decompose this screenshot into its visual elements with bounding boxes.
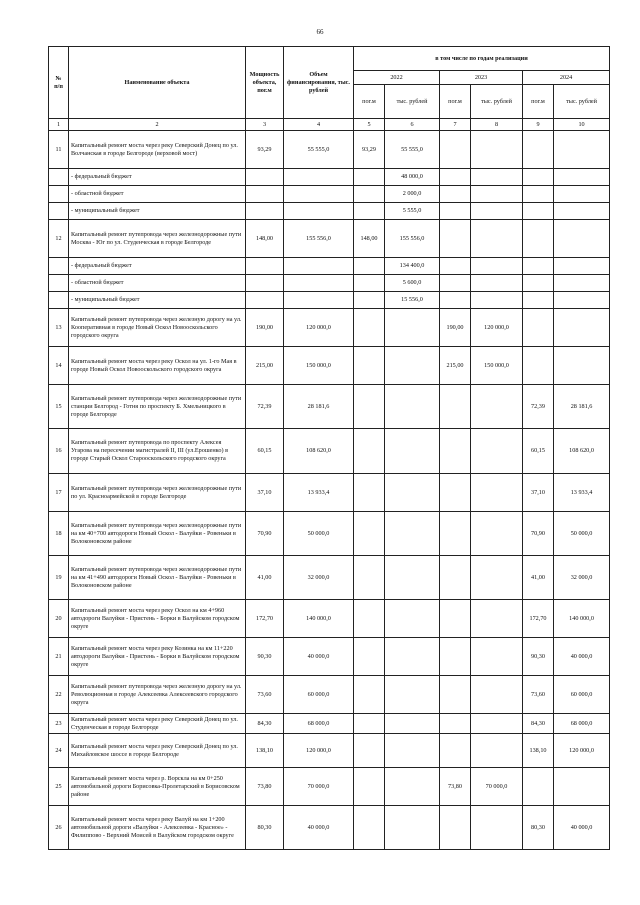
object-name: - муниципальный бюджет: [69, 203, 246, 220]
row-number: 21: [49, 638, 69, 676]
table-row: [49, 734, 610, 768]
length-2022: [354, 309, 385, 347]
funding-total: 28 181,6: [284, 385, 354, 429]
length-2024: [523, 203, 554, 220]
length-2023: [440, 220, 471, 258]
object-power: 70,90: [246, 512, 284, 556]
table-row: [49, 309, 610, 347]
length-2023: [440, 275, 471, 292]
length-2024: 80,30: [523, 806, 554, 850]
funding-2023: [471, 292, 523, 309]
table-row: [49, 131, 610, 169]
funding-2023: [471, 275, 523, 292]
funding-2022: [385, 309, 440, 347]
funding-2023: [471, 258, 523, 275]
row-number: 15: [49, 385, 69, 429]
funding-2024: [554, 186, 610, 203]
object-name: Капитальный ремонт путепровода через железнодорожные пути на км 40+700 автодороги Новый Оскол - Валуйки - Ровеньки в Волоконовском районе: [69, 512, 246, 556]
table-row: [49, 806, 610, 850]
funding-2022: [385, 638, 440, 676]
funding-2022: 5 555,0: [385, 203, 440, 220]
table-row: [49, 638, 610, 676]
length-2024: 172,70: [523, 600, 554, 638]
funding-2024: 60 000,0: [554, 676, 610, 714]
investment-table: [48, 46, 610, 850]
object-name: - федеральный бюджет: [69, 169, 246, 186]
object-power: 73,60: [246, 676, 284, 714]
row-number: 20: [49, 600, 69, 638]
object-name: - муниципальный бюджет: [69, 292, 246, 309]
colnum: 1: [49, 119, 69, 131]
length-2022: [354, 169, 385, 186]
length-2022: [354, 676, 385, 714]
row-number: 14: [49, 347, 69, 385]
colnum: 6: [385, 119, 440, 131]
object-power: 90,30: [246, 638, 284, 676]
funding-2022: [385, 556, 440, 600]
funding-2023: 150 000,0: [471, 347, 523, 385]
object-power: [246, 258, 284, 275]
funding-2022: [385, 429, 440, 474]
object-power: [246, 186, 284, 203]
object-power: 138,10: [246, 734, 284, 768]
funding-total: [284, 186, 354, 203]
funding-2023: [471, 734, 523, 768]
object-name: Капитальный ремонт путепровода через железную дорогу на ул. Кооперативная в городе Новый Оскол Новооскольского городского округа: [69, 309, 246, 347]
row-number: 17: [49, 474, 69, 512]
object-name: Капитальный ремонт путепровода по проспекту Алексея Угарова на пересечении магистралей II, III (ул.Ерошенко) в городе Старый Оскол Старооскольского городского округа: [69, 429, 246, 474]
table-row: [49, 347, 610, 385]
funding-2024: 120 000,0: [554, 734, 610, 768]
funding-2022: 155 556,0: [385, 220, 440, 258]
length-2022: [354, 203, 385, 220]
row-number: [49, 186, 69, 203]
funding-2022: [385, 714, 440, 734]
table-body: [49, 131, 610, 850]
table-row: [49, 203, 610, 220]
funding-2022: [385, 474, 440, 512]
funding-2023: [471, 638, 523, 676]
length-2023: [440, 131, 471, 169]
length-2024: [523, 347, 554, 385]
length-2024: 138,10: [523, 734, 554, 768]
header-unit-rub-2024: тыс. рублей: [554, 85, 610, 119]
table-row: [49, 220, 610, 258]
row-number: 22: [49, 676, 69, 714]
table-row: [49, 556, 610, 600]
length-2024: [523, 768, 554, 806]
object-power: 93,29: [246, 131, 284, 169]
funding-total: 60 000,0: [284, 676, 354, 714]
header-power: Мощность объекта, пог.м: [246, 47, 284, 119]
funding-2024: [554, 768, 610, 806]
length-2023: 190,00: [440, 309, 471, 347]
funding-total: [284, 275, 354, 292]
funding-2024: 50 000,0: [554, 512, 610, 556]
header-unit-m-2023: пог.м: [440, 85, 471, 119]
object-name: - областной бюджет: [69, 186, 246, 203]
object-name: Капитальный ремонт моста через реку Оскол на ул. 1-го Мая в городе Новый Оскол Новооскольского городского округа: [69, 347, 246, 385]
header-by-years: в том числе по годам реализации: [354, 47, 610, 71]
length-2024: [523, 186, 554, 203]
object-power: 73,80: [246, 768, 284, 806]
length-2024: 37,10: [523, 474, 554, 512]
funding-2023: [471, 512, 523, 556]
funding-total: 55 555,0: [284, 131, 354, 169]
funding-total: [284, 169, 354, 186]
length-2023: [440, 169, 471, 186]
length-2024: [523, 131, 554, 169]
object-power: 190,00: [246, 309, 284, 347]
header-year-2024: 2024: [523, 71, 610, 85]
funding-total: 40 000,0: [284, 806, 354, 850]
row-number: 11: [49, 131, 69, 169]
length-2024: [523, 258, 554, 275]
object-name: Капитальный ремонт моста через р. Ворскла на км 0+250 автомобильной дороги Борисовка-Пролетарский в Борисовском районе: [69, 768, 246, 806]
table-row: [49, 600, 610, 638]
length-2022: [354, 429, 385, 474]
object-name: Капитальный ремонт моста через реку Северский Донец по ул. Студенческая в городе Белгороде: [69, 714, 246, 734]
length-2023: [440, 714, 471, 734]
funding-total: 70 000,0: [284, 768, 354, 806]
length-2024: [523, 169, 554, 186]
length-2023: [440, 734, 471, 768]
row-number: [49, 169, 69, 186]
header-year-2023: 2023: [440, 71, 523, 85]
colnum: 5: [354, 119, 385, 131]
funding-total: 68 000,0: [284, 714, 354, 734]
length-2022: [354, 806, 385, 850]
table-row: [49, 186, 610, 203]
table-row: [49, 275, 610, 292]
length-2022: 93,29: [354, 131, 385, 169]
length-2022: [354, 768, 385, 806]
row-number: 25: [49, 768, 69, 806]
header-funding: Объем финансирования, тыс. рублей: [284, 47, 354, 119]
length-2022: [354, 385, 385, 429]
funding-2022: [385, 676, 440, 714]
length-2023: [440, 429, 471, 474]
row-number: 23: [49, 714, 69, 734]
object-name: - федеральный бюджет: [69, 258, 246, 275]
funding-2024: [554, 258, 610, 275]
row-number: [49, 203, 69, 220]
page-number: 66: [316, 28, 324, 36]
length-2023: [440, 385, 471, 429]
table-header: [49, 47, 610, 131]
length-2023: [440, 600, 471, 638]
funding-2022: [385, 768, 440, 806]
length-2024: 90,30: [523, 638, 554, 676]
funding-2023: [471, 600, 523, 638]
funding-2022: 55 555,0: [385, 131, 440, 169]
funding-2024: 40 000,0: [554, 638, 610, 676]
object-power: 148,00: [246, 220, 284, 258]
length-2022: 148,00: [354, 220, 385, 258]
length-2023: [440, 474, 471, 512]
funding-2023: [471, 806, 523, 850]
length-2023: [440, 186, 471, 203]
funding-total: 32 000,0: [284, 556, 354, 600]
funding-2024: 68 000,0: [554, 714, 610, 734]
table-row: [49, 474, 610, 512]
length-2024: 70,90: [523, 512, 554, 556]
length-2022: [354, 734, 385, 768]
row-number: 13: [49, 309, 69, 347]
object-power: 41,00: [246, 556, 284, 600]
object-power: 80,30: [246, 806, 284, 850]
funding-2023: [471, 186, 523, 203]
table-row: [49, 169, 610, 186]
funding-2023: [471, 676, 523, 714]
object-name: Капитальный ремонт путепровода через железную дорогу на ул. Революционная в городе Алексеевка Алексеевского городского округа: [69, 676, 246, 714]
funding-2022: [385, 512, 440, 556]
funding-2023: 120 000,0: [471, 309, 523, 347]
table-row: [49, 512, 610, 556]
funding-2024: 140 000,0: [554, 600, 610, 638]
object-name: Капитальный ремонт путепровода через железнодорожные пути по ул. Красноармейской в городе Белгороде: [69, 474, 246, 512]
length-2022: [354, 275, 385, 292]
funding-total: 40 000,0: [284, 638, 354, 676]
row-number: [49, 258, 69, 275]
funding-2024: 40 000,0: [554, 806, 610, 850]
funding-2023: [471, 131, 523, 169]
length-2024: 73,60: [523, 676, 554, 714]
length-2023: 73,80: [440, 768, 471, 806]
funding-total: [284, 258, 354, 275]
funding-2022: [385, 806, 440, 850]
header-unit-m-2022: пог.м: [354, 85, 385, 119]
colnum: 4: [284, 119, 354, 131]
funding-2024: [554, 309, 610, 347]
length-2023: [440, 203, 471, 220]
funding-2023: 70 000,0: [471, 768, 523, 806]
funding-2022: 5 600,0: [385, 275, 440, 292]
funding-total: 50 000,0: [284, 512, 354, 556]
table-row: [49, 385, 610, 429]
length-2024: [523, 309, 554, 347]
length-2023: 215,00: [440, 347, 471, 385]
object-power: [246, 292, 284, 309]
funding-total: 140 000,0: [284, 600, 354, 638]
funding-2023: [471, 203, 523, 220]
table-row: [49, 676, 610, 714]
header-year-2022: 2022: [354, 71, 440, 85]
row-number: [49, 275, 69, 292]
object-name: Капитальный ремонт моста через реку Северский Донец по ул. Волчанская в городе Белгороде (верховой мост): [69, 131, 246, 169]
object-name: Капитальный ремонт моста через реку Козинка на км 11+220 автодороги Валуйки - Пристень - Борки в Валуйском городском округе: [69, 638, 246, 676]
row-number: 16: [49, 429, 69, 474]
funding-2024: [554, 203, 610, 220]
header-unit-rub-2023: тыс. рублей: [471, 85, 523, 119]
colnum: 3: [246, 119, 284, 131]
funding-2023: [471, 429, 523, 474]
length-2022: [354, 714, 385, 734]
table-row: [49, 714, 610, 734]
funding-2024: [554, 220, 610, 258]
funding-2024: [554, 275, 610, 292]
funding-2024: [554, 169, 610, 186]
funding-2024: 32 000,0: [554, 556, 610, 600]
object-power: 60,15: [246, 429, 284, 474]
length-2022: [354, 292, 385, 309]
header-unit-rub-2022: тыс. рублей: [385, 85, 440, 119]
length-2022: [354, 186, 385, 203]
funding-total: 13 933,4: [284, 474, 354, 512]
funding-2023: [471, 714, 523, 734]
length-2022: [354, 474, 385, 512]
header-name: Наименование объекта: [69, 47, 246, 119]
object-power: 84,30: [246, 714, 284, 734]
row-number: 18: [49, 512, 69, 556]
table-row: [49, 768, 610, 806]
object-power: [246, 275, 284, 292]
length-2024: 60,15: [523, 429, 554, 474]
length-2024: 41,00: [523, 556, 554, 600]
funding-2022: [385, 734, 440, 768]
length-2022: [354, 258, 385, 275]
funding-2022: [385, 347, 440, 385]
funding-total: [284, 203, 354, 220]
length-2022: [354, 347, 385, 385]
funding-2023: [471, 474, 523, 512]
length-2023: [440, 292, 471, 309]
object-power: 72,39: [246, 385, 284, 429]
object-name: - областной бюджет: [69, 275, 246, 292]
length-2024: [523, 292, 554, 309]
row-number: 19: [49, 556, 69, 600]
funding-2022: 2 000,0: [385, 186, 440, 203]
object-name: Капитальный ремонт путепровода через железнодорожные пути станции Белгород - Готня по проспекту Б. Хмельницкого в городе Белгороде: [69, 385, 246, 429]
funding-2022: 15 556,0: [385, 292, 440, 309]
funding-total: [284, 292, 354, 309]
length-2023: [440, 638, 471, 676]
length-2022: [354, 638, 385, 676]
table-row: [49, 258, 610, 275]
object-power: 215,00: [246, 347, 284, 385]
funding-total: 120 000,0: [284, 734, 354, 768]
funding-total: 120 000,0: [284, 309, 354, 347]
funding-2023: [471, 385, 523, 429]
object-name: Капитальный ремонт моста через реку Валуй на км 1+200 автомобильной дороги «Валуйки - Алексеевка - Красное» - Филиппово - Верхний Моисей в Валуйском городском округе: [69, 806, 246, 850]
row-number: 24: [49, 734, 69, 768]
colnum: 2: [69, 119, 246, 131]
object-name: Капитальный ремонт моста через реку Оскол на км 4+960 автодороги Валуйки - Пристень - Борки в Валуйском городском округе: [69, 600, 246, 638]
length-2023: [440, 556, 471, 600]
colnum: 9: [523, 119, 554, 131]
length-2022: [354, 556, 385, 600]
object-name: Капитальный ремонт путепровода через железнодорожные пути на км 41+490 автодороги Новый Оскол - Валуйки - Ровеньки в Волоконовском районе: [69, 556, 246, 600]
row-number: [49, 292, 69, 309]
length-2024: [523, 220, 554, 258]
table-row: [49, 429, 610, 474]
funding-2024: [554, 131, 610, 169]
colnum: 10: [554, 119, 610, 131]
header-num: № п/п: [49, 47, 69, 119]
length-2023: [440, 806, 471, 850]
object-power: 37,10: [246, 474, 284, 512]
funding-2022: [385, 385, 440, 429]
table-row: [49, 292, 610, 309]
length-2022: [354, 512, 385, 556]
row-number: 12: [49, 220, 69, 258]
object-name: Капитальный ремонт моста через реку Северский Донец по ул. Михайловское шоссе в городе Белгороде: [69, 734, 246, 768]
length-2024: 72,39: [523, 385, 554, 429]
funding-2024: 108 620,0: [554, 429, 610, 474]
length-2024: [523, 275, 554, 292]
object-name: Капитальный ремонт путепровода через железнодорожные пути Москва - Юг по ул. Студенческая в городе Белгороде: [69, 220, 246, 258]
funding-2023: [471, 556, 523, 600]
header-unit-m-2024: пог.м: [523, 85, 554, 119]
funding-total: 155 556,0: [284, 220, 354, 258]
length-2023: [440, 676, 471, 714]
colnum: 7: [440, 119, 471, 131]
object-power: 172,70: [246, 600, 284, 638]
funding-total: 150 000,0: [284, 347, 354, 385]
funding-2022: [385, 600, 440, 638]
funding-total: 108 620,0: [284, 429, 354, 474]
funding-2022: 48 000,0: [385, 169, 440, 186]
funding-2022: 134 400,0: [385, 258, 440, 275]
row-number: 26: [49, 806, 69, 850]
object-power: [246, 203, 284, 220]
colnum: 8: [471, 119, 523, 131]
funding-2024: [554, 292, 610, 309]
funding-2024: 28 181,6: [554, 385, 610, 429]
length-2022: [354, 600, 385, 638]
object-power: [246, 169, 284, 186]
funding-2023: [471, 220, 523, 258]
funding-2024: 13 933,4: [554, 474, 610, 512]
length-2023: [440, 512, 471, 556]
length-2024: 84,30: [523, 714, 554, 734]
funding-2024: [554, 347, 610, 385]
length-2023: [440, 258, 471, 275]
funding-2023: [471, 169, 523, 186]
